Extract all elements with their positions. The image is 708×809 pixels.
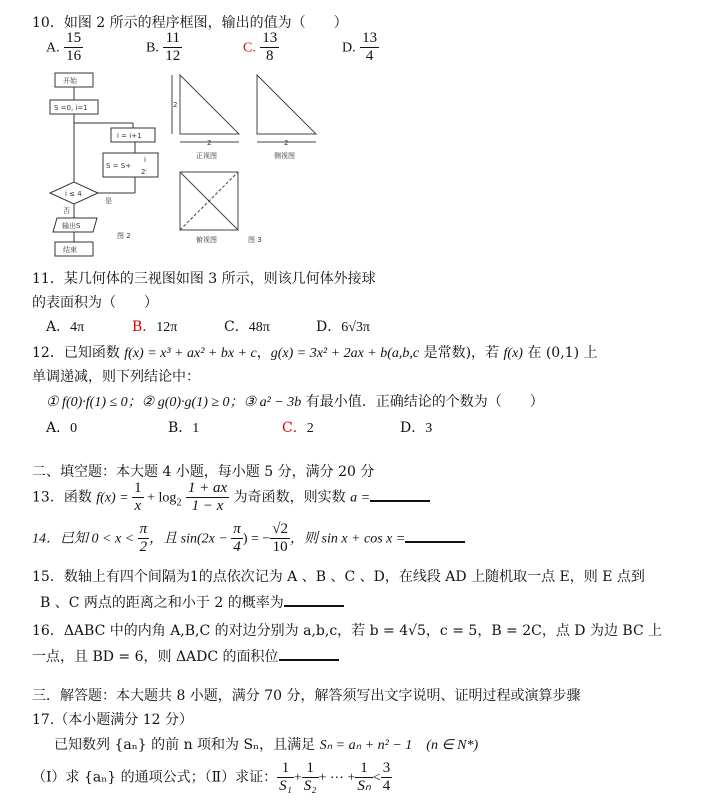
side-view-width-dim: 2	[284, 139, 289, 147]
option-label: A．	[46, 319, 71, 335]
q13-frac1-num: 1	[134, 480, 142, 496]
option-label: B.	[146, 40, 159, 56]
q17-f1-den: S₁	[279, 778, 292, 794]
q14-mid: ，且 sin(2x −	[149, 531, 232, 547]
option-value: 3	[425, 421, 433, 436]
q17-f1-num: 1	[281, 760, 290, 776]
option-a[interactable]	[46, 30, 83, 65]
q15-line2	[40, 591, 344, 612]
option-c[interactable]	[243, 30, 279, 65]
q17-line1	[54, 734, 478, 754]
option-value: 0	[70, 421, 78, 436]
fc-update-s-den: 2ⁱ	[141, 168, 147, 176]
option-b[interactable]	[168, 417, 199, 437]
q17-condition: Sₙ = aₙ + n² − 1 (n ∈ N*)	[319, 738, 479, 753]
q14-eq: ) = −	[242, 531, 271, 547]
option-label: B．	[168, 420, 193, 436]
q13-frac-log-arg	[186, 480, 229, 515]
option-label: D.	[342, 40, 356, 56]
option-d[interactable]	[316, 316, 370, 336]
q12-conclusion-3: ③ a² − 3b	[243, 395, 302, 410]
front-view-height-dim: 2	[173, 101, 178, 109]
q13-frac2-num: 1 + ax	[187, 480, 228, 496]
q10-stem: 10．如图 2 所示的程序框图，输出的值为（ ）	[32, 15, 348, 31]
q12-conclusion-1: ① f(0)·f(1) ≤ 0；	[46, 395, 142, 410]
q16-line2-text: 一点，且 BD = 6，则 ΔADC 的面积位	[32, 649, 279, 665]
q17-f2-num: 1	[306, 760, 314, 776]
q12-interval: 在 (0,1) 上	[522, 345, 598, 361]
option-denominator: 8	[260, 47, 279, 65]
q14-pi4-num: π	[233, 521, 241, 537]
front-view-triangle	[180, 75, 239, 134]
q11-stem-line1: 11．某几何体的三视图如图 3 所示，则该几何体外接球	[32, 271, 376, 287]
q12-prefix: 12．已知函数	[32, 345, 125, 361]
option-label: A．	[46, 420, 71, 436]
q13-f: f(x) =	[96, 490, 133, 506]
fc-update-s-text: S = S+	[106, 162, 132, 170]
q17-frac-1-s1	[277, 760, 294, 795]
section-2-heading: 二、填空题：本大题 4 小题，每小题 5 分，满分 20 分	[32, 464, 375, 480]
option-label: D．	[400, 420, 426, 436]
option-a[interactable]	[46, 316, 84, 336]
q16-line1: 16．ΔABC 中的内角 A,B,C 的对边分别为 a,b,c，若 b = 4√5，c = 5，B = 2C，点 D 为边 BC 上	[32, 623, 663, 639]
option-a[interactable]	[46, 417, 77, 437]
option-value: 6√3π	[341, 320, 370, 335]
q11-stem-line2: 的表面积为（ ）	[32, 295, 158, 311]
q12-const: 是常数)，若	[419, 345, 504, 361]
option-label: C．	[282, 420, 307, 436]
q17-frac-1-sn	[355, 760, 372, 795]
q15-answer-blank[interactable]	[284, 591, 344, 607]
option-d[interactable]	[342, 30, 379, 65]
q17-fn-den: Sₙ	[357, 778, 371, 794]
fc-init-text: S =0, i=1	[54, 104, 88, 112]
fc-cond-text: i ≤ 4	[65, 190, 82, 198]
q16-line2	[32, 645, 339, 666]
q12-stem-line1	[32, 342, 597, 362]
q13-prefix: 13．函数	[32, 489, 97, 506]
q14-frac-pi-4	[231, 521, 243, 556]
option-label: C．	[224, 319, 249, 335]
fc-update-s-num: i	[144, 156, 146, 164]
option-value: 48π	[248, 320, 270, 335]
q17-dots: + ⋯ +	[318, 770, 356, 786]
q14-prefix: 14．已知 0 < x <	[32, 531, 138, 547]
q14-pi-num: π	[139, 521, 148, 537]
option-d[interactable]	[400, 417, 432, 437]
option-c[interactable]	[282, 417, 314, 437]
top-view-label: 俯视图	[196, 236, 217, 244]
q17-title: 17.（本小题满分 12 分）	[32, 712, 193, 728]
q12-fx: f(x)	[503, 346, 523, 361]
q17-parts	[32, 760, 392, 795]
option-label: C.	[243, 40, 256, 56]
q17-line1-text: 已知数列 {aₙ} 的前 n 项和为 Sₙ，且满足	[54, 737, 320, 753]
q12-conclusions	[46, 391, 544, 411]
option-b[interactable]	[132, 316, 177, 336]
side-view-triangle	[257, 75, 316, 134]
option-numerator: 13	[262, 30, 278, 46]
option-denominator: 12	[165, 48, 181, 64]
option-fraction	[260, 30, 279, 65]
front-view-width-dim: 2	[207, 139, 212, 147]
q14	[32, 521, 465, 556]
q13-log-base: 2	[176, 497, 182, 509]
q14-ten-den: 10	[270, 538, 290, 556]
q12-stem-line2: 单调递减，则下列结论中：	[32, 369, 200, 385]
q13-frac-1-over-x	[132, 480, 144, 515]
fc-start-text: 开始	[63, 77, 77, 85]
fc-no-label: 否	[63, 207, 70, 215]
fig2-caption: 图 2	[117, 232, 131, 240]
q16-answer-blank[interactable]	[279, 645, 339, 661]
option-label: A.	[46, 40, 60, 56]
q15-line1: 15．数轴上有四个间隔为1的点依次记为 A 、B 、C 、D，在线段 AD 上随机取一点 E，则 E 点到	[32, 569, 645, 585]
option-numerator: 15	[66, 30, 82, 46]
q14-frac-pi-2	[138, 521, 150, 556]
q14-two-den: 2	[138, 538, 150, 556]
fc-end-text: 结束	[63, 246, 77, 254]
q14-answer-blank[interactable]	[405, 527, 465, 543]
fig3-caption: 图 3	[248, 236, 262, 244]
option-numerator: 11	[165, 30, 181, 46]
q13-answer-blank[interactable]	[370, 486, 430, 502]
q17-parts-text: （Ⅰ）求 {aₙ} 的通项公式；（Ⅱ）求证：	[32, 769, 278, 786]
q12-conclusion-3-text: 有最小值．正确结论的个数为（ ）	[301, 394, 544, 410]
option-value: 12π	[156, 320, 178, 335]
q17-f2-den: S₂	[303, 778, 317, 794]
q15-line2-text: B 、C 两点的距离之和小于 2 的概率为	[40, 595, 284, 611]
side-view-label: 侧视图	[274, 152, 295, 160]
option-b[interactable]	[146, 30, 182, 65]
option-fraction	[163, 30, 182, 65]
q17-three: 3	[382, 760, 391, 776]
q14-sqrt2-num: √2	[272, 521, 288, 537]
option-label: B．	[132, 319, 157, 335]
fc-update-i-text: i = i+1	[117, 132, 142, 140]
fc-output-text: 输出S	[62, 222, 81, 230]
q14-suffix: ，则 sin x + cos x =	[290, 531, 406, 547]
q17-plus: +	[293, 770, 302, 786]
q13-frac2-den: 1 − x	[186, 497, 229, 515]
option-fraction	[360, 30, 379, 65]
q12-conclusion-2: ② g(0)·g(1) ≥ 0；	[141, 395, 244, 410]
option-label: D．	[316, 319, 342, 335]
q13-suffix: 为奇函数，则实数	[229, 489, 351, 506]
figure-2-flowchart	[45, 70, 160, 260]
fc-yes-label: 是	[105, 197, 112, 205]
q13	[32, 480, 430, 515]
option-denominator: 16	[66, 48, 82, 64]
figure-3-three-views	[168, 72, 318, 247]
option-value: 4π	[70, 320, 85, 335]
q14-frac-sqrt2-10	[270, 521, 290, 556]
q13-a: a =	[350, 490, 371, 506]
q17-frac-1-s2	[302, 760, 319, 795]
option-numerator: 13	[362, 30, 378, 46]
option-denominator: 4	[360, 47, 379, 65]
q17-fn-num: 1	[360, 760, 368, 776]
q14-four-den: 4	[231, 538, 243, 556]
section-3-heading: 三．解答题：本大题共 8 小题，满分 70 分，解答须写出文字说明、证明过程或演算步骤	[32, 688, 581, 704]
option-value: 1	[192, 421, 200, 436]
q17-lt: <	[372, 770, 381, 786]
option-fraction	[64, 30, 83, 65]
front-view-label: 正视图	[196, 152, 217, 160]
q13-frac1-den: x	[132, 497, 144, 515]
q12-sep: ，	[256, 345, 271, 361]
q13-plus-log: + log	[143, 490, 177, 506]
q12-g-def: g(x) = 3x² + 2ax + b(a,b,c	[270, 346, 420, 361]
option-c[interactable]	[224, 316, 270, 336]
q17-four: 4	[382, 778, 391, 794]
q12-f-def: f(x) = x³ + ax² + bx + c	[124, 346, 257, 361]
q17-frac-3-4	[381, 760, 393, 795]
option-value: 2	[306, 421, 314, 436]
